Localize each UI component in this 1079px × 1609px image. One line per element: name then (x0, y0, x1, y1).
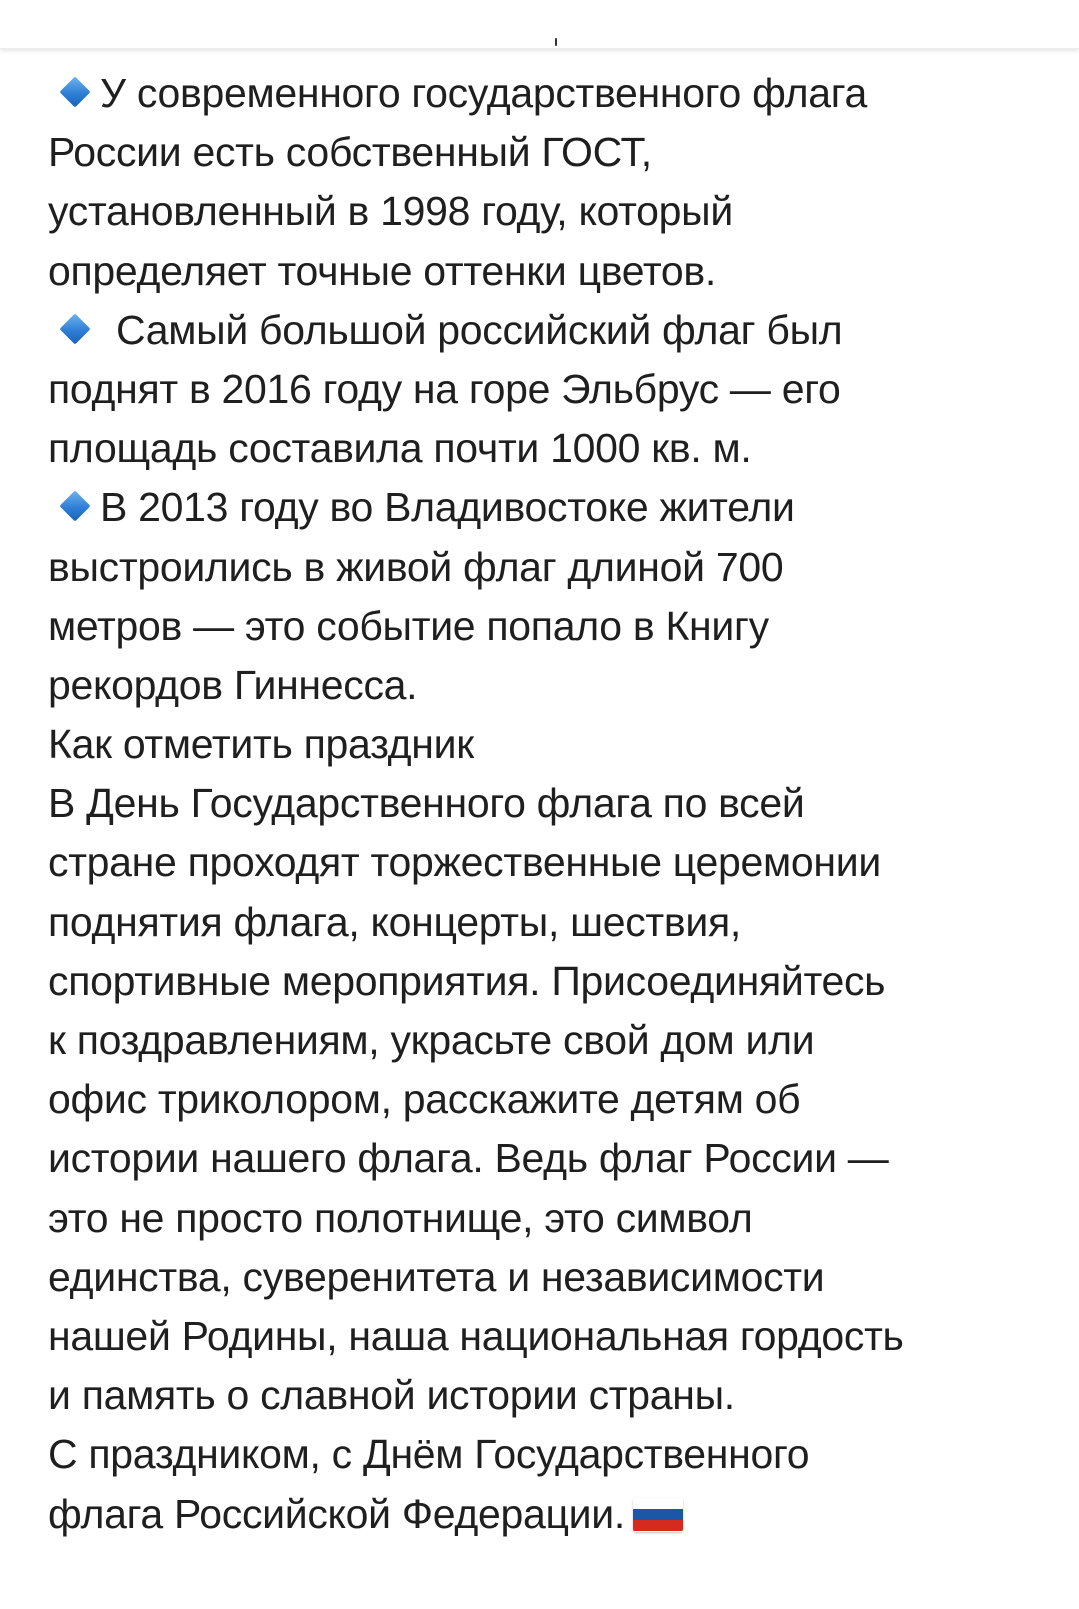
paragraph-line-11: и память о славной истории страны. (48, 1372, 735, 1419)
fact-elbrus-line-2: поднят в 2016 году на горе Эльбрус — его (48, 365, 841, 412)
fact-elbrus (48, 301, 1028, 479)
blue-diamond-icon (59, 76, 90, 107)
blue-diamond-icon (59, 491, 90, 522)
fact-vladivostok-line-2: выстроились в живой флаг длиной 700 (48, 543, 784, 590)
fact-gost-line-3: установленный в 1998 году, который (48, 188, 733, 235)
paragraph-line-7: истории нашего флага. Ведь флаг России — (48, 1135, 889, 1182)
paragraph-line-6: офис триколором, расскажите детям об (48, 1076, 801, 1123)
paragraph-line-2: стране проходят торжественные церемонии (48, 839, 881, 886)
section-heading: Как отметить праздник (48, 721, 474, 768)
russia-flag-icon (633, 1498, 683, 1532)
closing-greeting (48, 1425, 1028, 1543)
fact-elbrus-line-1: Самый большой российский флаг был (116, 306, 843, 353)
fact-gost (48, 64, 1028, 301)
paragraph-line-9: единства, суверенитета и независимости (48, 1253, 825, 1300)
article-text (48, 64, 1028, 1544)
fact-vladivostok-line-4: рекордов Гиннесса. (48, 661, 418, 708)
paragraph-line-8: это не просто полотнище, это символ (48, 1194, 753, 1241)
fact-vladivostok-line-1: В 2013 году во Владивостоке жители (100, 484, 795, 531)
paragraph-line-5: к поздравлениям, украсьте свой дом или (48, 1017, 815, 1063)
paragraph-line-4: спортивные мероприятия. Присоединяйтесь (48, 957, 886, 1004)
flag-stripe-red (633, 1520, 683, 1531)
fact-vladivostok (48, 478, 1028, 715)
paragraph-line-3: поднятия флага, концерты, шествия, (48, 898, 741, 945)
clipped-text-fragment (552, 38, 560, 48)
fact-gost-line-1: У современного государственного флага (100, 70, 867, 116)
closing-line-2: флага Российской Федерации. (48, 1490, 625, 1537)
paragraph-line-1: В День Государственного флага по всей (48, 780, 805, 827)
flag-stripe-blue (633, 1509, 683, 1520)
fact-vladivostok-line-3: метров — это событие попало в Книгу (48, 602, 769, 649)
closing-line-1: С праздником, с Днём Государственного (48, 1431, 810, 1478)
flag-stripe-white (633, 1498, 683, 1509)
fact-gost-line-2: России есть собственный ГОСТ, (48, 129, 652, 176)
fact-gost-line-4: определяет точные оттенки цветов. (48, 247, 717, 294)
paragraph-line-10: нашей Родины, наша национальная гордость (48, 1312, 904, 1359)
top-bar (0, 0, 1079, 49)
celebration-paragraph (48, 774, 1028, 1425)
fact-elbrus-line-3: площадь составила почти 1000 кв. м. (48, 425, 752, 472)
blue-diamond-icon (59, 313, 90, 344)
